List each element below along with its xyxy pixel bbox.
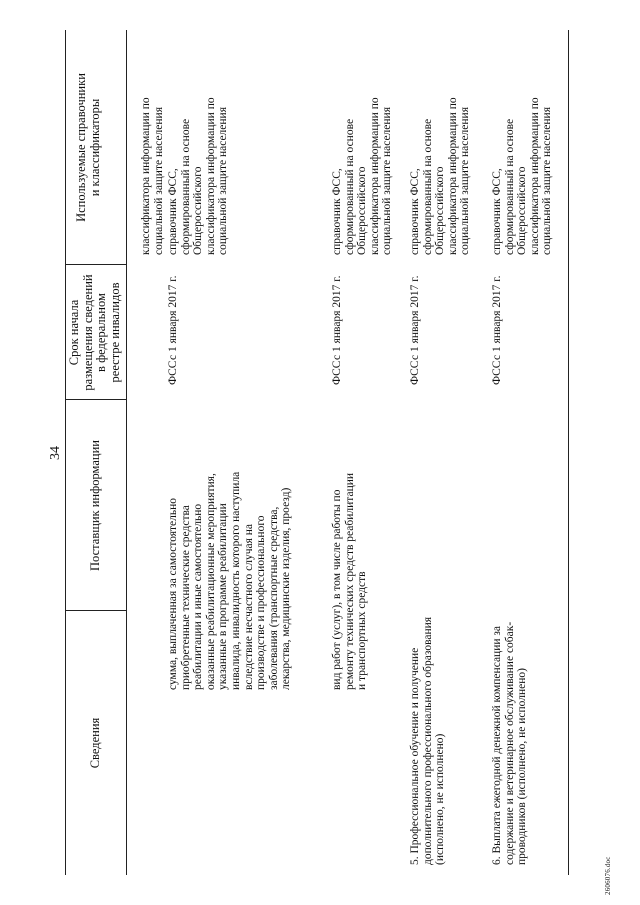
row4-refs: справочник ФСС, сформированный на основе Общероссийского классификатора информации по социальной защите населения (491, 97, 554, 255)
row4-provider: ФСС (491, 360, 503, 385)
row1-info: сумма, выплаченная за самостоятельно приобретенные технические средства реабилитации и иные самостоятельно оказанные реабилитационные мероприятия, указанные в программе реабилитации инвалида, инвалидность которого наступила вследствие несчастного случая на производстве и профессионального заболевания (транспортные средства, лекарства, медицинские изделия, проезд) (167, 471, 293, 690)
header-info: Сведения (88, 717, 102, 769)
table-top-border (65, 30, 66, 875)
row1-refs: справочник ФСС, сформированный на основе Общероссийского классификатора информации по социальной защите населения (167, 97, 230, 255)
row4-info: 6. Выплата ежегодной денежной компенсации за содержание и ветеринарное обслуживание собак- проводников (исполнено, не исполнено) (491, 621, 529, 865)
continuation-refs: классификатора информации по социальной защите населения (140, 97, 165, 255)
header-refs: Используемые справочники и классификаторы (74, 73, 102, 222)
row3-refs: справочник ФСС, сформированный на основе Общероссийского классификатора информации по социальной защите населения (409, 97, 472, 255)
row3-date: с 1 января 2017 г. (409, 275, 421, 360)
row2-info: вид работ (услуг), в том числе работы по ремонту технических средств реабилитации и транспортных средств (331, 472, 369, 690)
row2-provider: ФСС (331, 360, 343, 385)
table-bottom-border (568, 30, 569, 875)
row2-refs: справочник ФСС, сформированный на основе Общероссийского классификатора информации по социальной защите населения (331, 97, 394, 255)
row3-info: 5. Профессиональное обучение и получение дополнительного профессионального образования (исполнено, не исполнено) (409, 616, 447, 865)
header-date: Срок начала размещения сведений в федеральном реестре инвалидов (67, 274, 122, 391)
header-provider: Поставщик информации (88, 440, 102, 571)
header-bottom-border (126, 30, 127, 875)
row3-provider: ФСС (409, 360, 421, 385)
page-number: 34 (48, 446, 63, 460)
row4-date: с 1 января 2017 г. (491, 275, 503, 360)
footer-filename: 2606076.doc (604, 856, 612, 895)
row1-date: с 1 января 2017 г. (167, 275, 179, 360)
row2-date: с 1 января 2017 г. (331, 275, 343, 360)
row1-provider: ФСС (167, 360, 179, 385)
